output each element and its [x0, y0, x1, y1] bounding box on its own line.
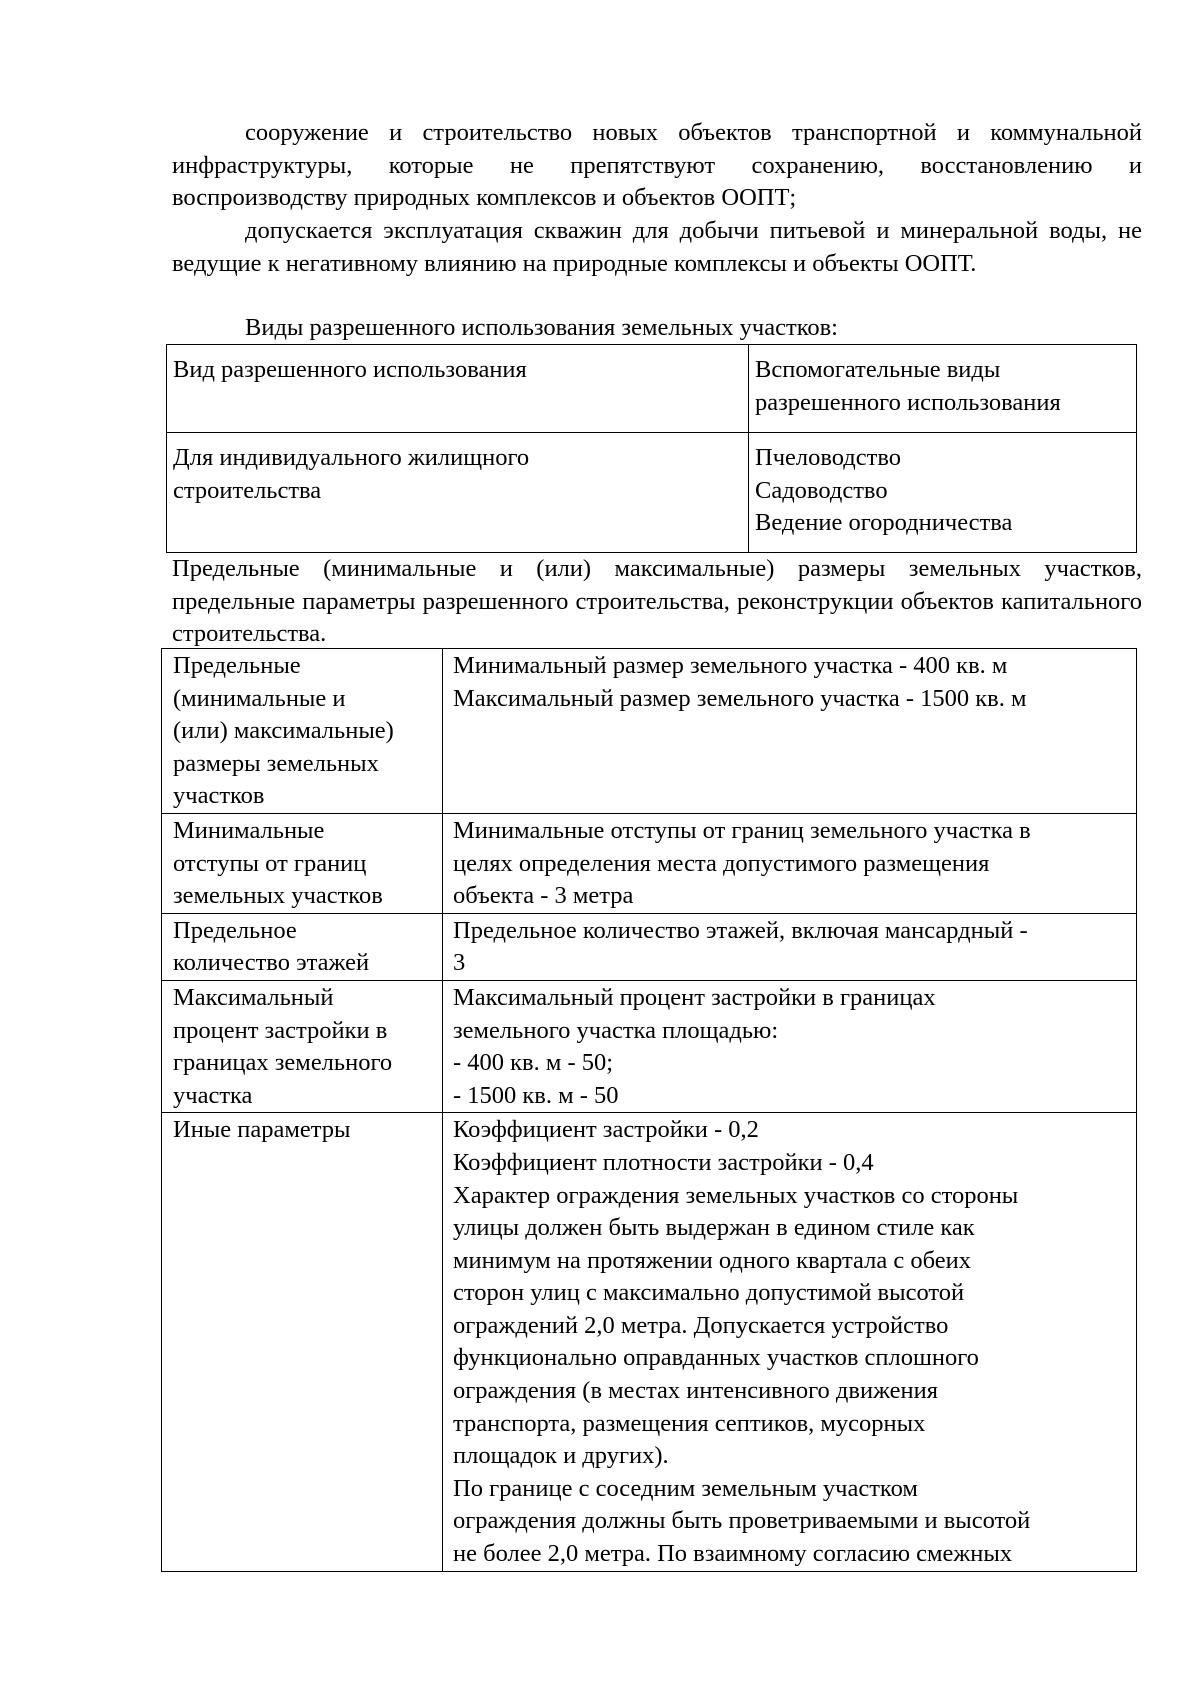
table-cell [162, 913, 443, 980]
param-value: Предельное количество этажей, включая мансардный - 3 [453, 916, 1028, 977]
table-header-cell [749, 345, 1137, 433]
table-header-cell [167, 345, 749, 433]
paragraph-wells: допускается эксплуатация скважин для добычи питьевой и минеральной воды, не ведущие к негативному влиянию на природные комплексы и объекты ООПТ. [172, 217, 1142, 277]
table-row [162, 813, 1137, 913]
table-row [167, 345, 1137, 433]
auxiliary-use-value: Пчеловодство Садоводство Ведение огородничества [755, 444, 1013, 537]
param-label: Предельные (минимальные и (или) максимальные) размеры земельных участков [173, 652, 394, 810]
table-cell [443, 980, 1137, 1112]
table-row [162, 980, 1137, 1112]
table-row [162, 1113, 1137, 1571]
param-label: Максимальный процент застройки в границах земельного участка [173, 983, 393, 1109]
table-cell [443, 1113, 1137, 1571]
param-value: Минимальные отступы от границ земельного участка в целях определения места допустимого размещения объекта - 3 метра [453, 816, 1031, 910]
table-cell [443, 649, 1137, 814]
paragraph-uses-heading: Виды разрешенного использования земельных участков: [245, 314, 838, 341]
param-label: Минимальные отступы от границ земельных участков [173, 816, 383, 910]
param-label: Предельное количество этажей [173, 916, 370, 977]
table-cell [167, 433, 749, 553]
table-cell [162, 1113, 443, 1571]
param-value: Максимальный процент застройки в границах земельного участка площадью: - 400 кв. м - 50; - 1500 кв. м - 50 [453, 983, 936, 1109]
table-cell [162, 649, 443, 814]
table-row [167, 433, 1137, 553]
header-auxiliary-use: Вспомогательные виды разрешенного использования [755, 356, 1061, 416]
paragraph-limits-heading: Предельные (минимальные и (или) максимальные) размеры земельных участков, предельные параметры разрешенного строительства, реконструкции объектов капитального строительства. [172, 555, 1142, 648]
permitted-uses-table [166, 344, 1137, 553]
table-cell [443, 913, 1137, 980]
table-row [162, 649, 1137, 814]
param-label: Иные параметры [173, 1116, 351, 1144]
main-use-value: Для индивидуального жилищного строительства [173, 444, 530, 504]
table-cell [443, 813, 1137, 913]
header-main-use: Вид разрешенного использования [173, 356, 527, 383]
table-cell [749, 433, 1137, 553]
table-cell [162, 813, 443, 913]
param-value: Минимальный размер земельного участка - 400 кв. м Максимальный размер земельного участка - 1500 кв. м [453, 652, 1027, 712]
parameters-table [161, 648, 1137, 1572]
paragraph-infrastructure: сооружение и строительство новых объектов транспортной и коммунальной инфраструктуры, которые не препятствуют сохранению, восстановлению и воспроизводству природных комплексов и объектов ООПТ; [172, 119, 1142, 212]
param-value: Коэффициент застройки - 0,2 Коэффициент плотности застройки - 0,4 Характер ограждения земельных участков со стороны улицы должен быть выдержан в едином стиле как минимум на протяжении одного квартала с обеих сторон улиц с максимально допустимой высотой ограждений 2,0 метра. Допускается устройство функционально оправданных участков сплошного ограждения (в местах интенсивного движения транспорта, размещения септиков, мусорных площадок и других). По границе с соседним земельным участком ограждения должны быть проветриваемыми и высотой не более 2,0 метра. По взаимному согласию смежных [453, 1116, 1031, 1568]
table-cell [162, 980, 443, 1112]
table-row [162, 913, 1137, 980]
